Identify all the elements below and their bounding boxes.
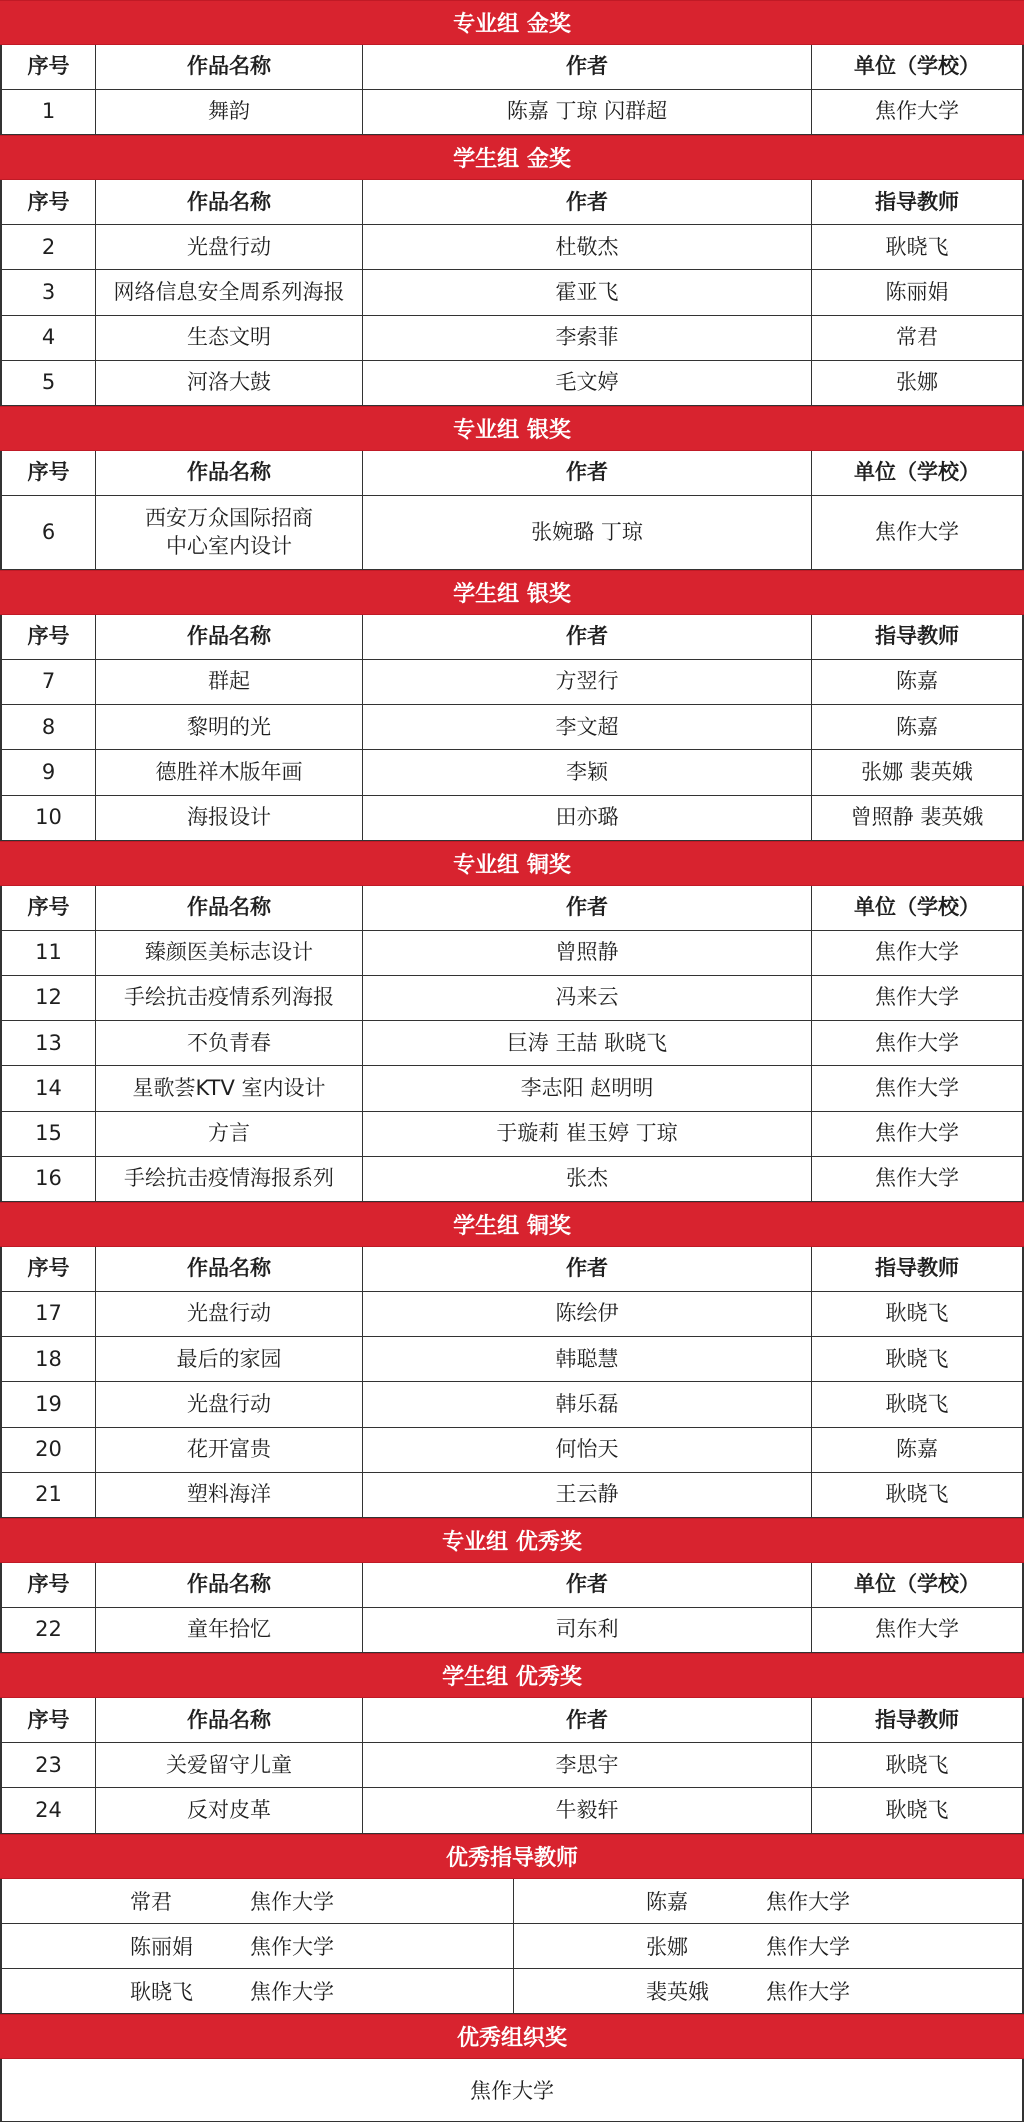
organization-row — [0, 2059, 1024, 2122]
header-index: 序号 — [27, 1572, 70, 1597]
table-row — [0, 361, 1024, 406]
cell-work-name: 手绘抗击疫情系列海报 — [95, 976, 362, 1020]
table-row — [0, 1428, 1024, 1473]
teacher-cell — [2, 1924, 512, 1968]
table-row — [0, 1021, 1024, 1066]
cell-index: 1 — [41, 99, 56, 124]
header-index: 序号 — [27, 895, 70, 920]
cell-unit: 陈嘉 — [811, 660, 1022, 704]
cell-index: 11 — [35, 940, 62, 965]
cell-work-name: 舞韵 — [95, 90, 362, 134]
cell-author: 韩乐磊 — [362, 1382, 811, 1426]
cell-unit: 陈丽娟 — [811, 270, 1022, 314]
table-row — [0, 90, 1024, 135]
header-index: 序号 — [27, 54, 70, 79]
header-unit: 指导教师 — [811, 615, 1022, 659]
cell-author: 冯来云 — [362, 976, 811, 1020]
header-author: 作者 — [362, 451, 811, 495]
teacher-unit: 焦作大学 — [766, 1934, 850, 1959]
cell-author: 陈嘉 丁琼 闪群超 — [362, 90, 811, 134]
section-title: 优秀组织奖 — [0, 2014, 1024, 2059]
table-header-row — [0, 1563, 1024, 1608]
cell-index: 24 — [35, 1797, 62, 1822]
section-title: 优秀指导教师 — [0, 1834, 1024, 1879]
teacher-cell — [2, 1879, 512, 1923]
cell-work-name: 塑料海洋 — [95, 1473, 362, 1517]
header-author: 作者 — [362, 615, 811, 659]
cell-author: 司东利 — [362, 1608, 811, 1652]
cell-work-name: 方言 — [95, 1112, 362, 1156]
section-title: 专业组 金奖 — [0, 0, 1024, 45]
cell-index: 23 — [35, 1752, 62, 1777]
header-unit: 单位（学校） — [811, 451, 1022, 495]
cell-author: 王云静 — [362, 1473, 811, 1517]
section-title: 学生组 银奖 — [0, 570, 1024, 615]
table-row — [0, 225, 1024, 270]
cell-index: 4 — [41, 325, 56, 350]
cell-index: 7 — [41, 669, 56, 694]
cell-work-name: 群起 — [95, 660, 362, 704]
cell-unit: 焦作大学 — [811, 1157, 1022, 1201]
cell-index: 12 — [35, 985, 62, 1010]
teacher-name: 常君 — [130, 1889, 172, 1914]
cell-author: 李索菲 — [362, 316, 811, 360]
header-unit: 指导教师 — [811, 180, 1022, 224]
cell-index: 22 — [35, 1617, 62, 1642]
header-work-name: 作品名称 — [95, 1563, 362, 1607]
cell-unit: 耿晓飞 — [811, 1382, 1022, 1426]
table-row — [0, 1382, 1024, 1427]
header-index: 序号 — [27, 189, 70, 214]
cell-author: 李文超 — [362, 705, 811, 749]
cell-unit: 张娜 裴英娥 — [811, 750, 1022, 794]
header-work-name: 作品名称 — [95, 615, 362, 659]
cell-work-name: 光盘行动 — [95, 225, 362, 269]
cell-unit: 焦作大学 — [811, 1021, 1022, 1065]
table-header-row — [0, 1698, 1024, 1743]
header-work-name: 作品名称 — [95, 180, 362, 224]
cell-unit: 焦作大学 — [811, 1608, 1022, 1652]
table-row — [0, 660, 1024, 705]
cell-author: 韩聪慧 — [362, 1337, 811, 1381]
table-row — [0, 1066, 1024, 1111]
header-work-name: 作品名称 — [95, 1698, 362, 1742]
teacher-unit: 焦作大学 — [250, 1980, 334, 2005]
table-row — [0, 1788, 1024, 1833]
cell-index: 5 — [41, 370, 56, 395]
cell-work-name: 反对皮革 — [95, 1788, 362, 1832]
cell-work-name: 光盘行动 — [95, 1382, 362, 1426]
cell-index: 2 — [41, 234, 56, 259]
cell-index: 13 — [35, 1030, 62, 1055]
cell-unit: 曾照静 裴英娥 — [811, 796, 1022, 840]
cell-work-name: 手绘抗击疫情海报系列 — [95, 1157, 362, 1201]
table-row — [0, 316, 1024, 361]
cell-author: 李志阳 赵明明 — [362, 1066, 811, 1110]
table-row — [0, 931, 1024, 976]
cell-unit: 耿晓飞 — [811, 1743, 1022, 1787]
table-row — [0, 1743, 1024, 1788]
cell-index: 15 — [35, 1121, 62, 1146]
teacher-cell — [513, 1924, 1024, 1968]
cell-unit: 耿晓飞 — [811, 225, 1022, 269]
teacher-row — [0, 1924, 1024, 1969]
cell-author: 陈绘伊 — [362, 1292, 811, 1336]
header-index: 序号 — [27, 1256, 70, 1281]
cell-author: 于璇莉 崔玉婷 丁琼 — [362, 1112, 811, 1156]
header-unit: 单位（学校） — [811, 1563, 1022, 1607]
cell-work-name: 网络信息安全周系列海报 — [95, 270, 362, 314]
header-work-name: 作品名称 — [95, 1247, 362, 1291]
header-author: 作者 — [362, 1698, 811, 1742]
table-header-row — [0, 1247, 1024, 1292]
header-unit: 单位（学校） — [811, 886, 1022, 930]
header-author: 作者 — [362, 1563, 811, 1607]
table-row — [0, 1337, 1024, 1382]
teacher-name: 张娜 — [646, 1934, 688, 1959]
table-row — [0, 796, 1024, 841]
table-row — [0, 976, 1024, 1021]
table-row — [0, 1608, 1024, 1653]
table-row — [0, 1473, 1024, 1518]
header-unit: 指导教师 — [811, 1247, 1022, 1291]
table-row — [0, 496, 1024, 570]
cell-author: 张杰 — [362, 1157, 811, 1201]
header-author: 作者 — [362, 180, 811, 224]
cell-work-name: 西安万众国际招商 中心室内设计 — [95, 496, 362, 569]
cell-author: 霍亚飞 — [362, 270, 811, 314]
cell-work-name: 光盘行动 — [95, 1292, 362, 1336]
teacher-unit: 焦作大学 — [250, 1889, 334, 1914]
table-row — [0, 1157, 1024, 1202]
cell-work-name: 关爱留守儿童 — [95, 1743, 362, 1787]
header-author: 作者 — [362, 1247, 811, 1291]
cell-author: 杜敬杰 — [362, 225, 811, 269]
cell-index: 14 — [35, 1075, 62, 1100]
teacher-cell — [513, 1879, 1024, 1923]
cell-index: 19 — [35, 1391, 62, 1416]
table-row — [0, 270, 1024, 315]
header-index: 序号 — [27, 624, 70, 649]
cell-unit: 焦作大学 — [811, 1066, 1022, 1110]
cell-author: 巨涛 王喆 耿晓飞 — [362, 1021, 811, 1065]
table-header-row — [0, 451, 1024, 496]
table-header-row — [0, 615, 1024, 660]
table-header-row — [0, 886, 1024, 931]
cell-work-name: 海报设计 — [95, 796, 362, 840]
table-row — [0, 750, 1024, 795]
header-index: 序号 — [27, 460, 70, 485]
cell-author: 李思宇 — [362, 1743, 811, 1787]
cell-author: 张婉璐 丁琼 — [362, 496, 811, 569]
teacher-unit: 焦作大学 — [766, 1980, 850, 2005]
cell-author: 李颖 — [362, 750, 811, 794]
header-work-name: 作品名称 — [95, 451, 362, 495]
cell-unit: 耿晓飞 — [811, 1292, 1022, 1336]
header-unit: 指导教师 — [811, 1698, 1022, 1742]
cell-unit: 焦作大学 — [811, 90, 1022, 134]
teacher-name: 裴英娥 — [646, 1980, 709, 2005]
table-row — [0, 1112, 1024, 1157]
teacher-name: 陈嘉 — [646, 1889, 688, 1914]
cell-unit: 焦作大学 — [811, 931, 1022, 975]
cell-index: 10 — [35, 805, 62, 830]
cell-author: 何怡天 — [362, 1428, 811, 1472]
section-title: 专业组 银奖 — [0, 406, 1024, 451]
cell-work-name: 黎明的光 — [95, 705, 362, 749]
header-work-name: 作品名称 — [95, 886, 362, 930]
cell-work-name: 星歌荟KTV 室内设计 — [95, 1066, 362, 1110]
cell-index: 18 — [35, 1346, 62, 1371]
teacher-row — [0, 1969, 1024, 2014]
cell-unit: 陈嘉 — [811, 705, 1022, 749]
header-index: 序号 — [27, 1707, 70, 1732]
cell-work-name: 花开富贵 — [95, 1428, 362, 1472]
cell-work-name: 臻颜医美标志设计 — [95, 931, 362, 975]
cell-index: 9 — [41, 759, 56, 784]
cell-unit: 焦作大学 — [811, 1112, 1022, 1156]
cell-unit: 陈嘉 — [811, 1428, 1022, 1472]
cell-work-name: 童年拾忆 — [95, 1608, 362, 1652]
section-title: 专业组 优秀奖 — [0, 1518, 1024, 1563]
teacher-row — [0, 1879, 1024, 1924]
cell-work-name: 德胜祥木版年画 — [95, 750, 362, 794]
teacher-unit: 焦作大学 — [250, 1934, 334, 1959]
cell-index: 8 — [41, 714, 56, 739]
cell-unit: 焦作大学 — [811, 976, 1022, 1020]
cell-unit: 焦作大学 — [811, 496, 1022, 569]
section-title: 学生组 铜奖 — [0, 1202, 1024, 1247]
cell-author: 牛毅轩 — [362, 1788, 811, 1832]
table-header-row — [0, 180, 1024, 225]
teacher-name: 陈丽娟 — [130, 1934, 193, 1959]
cell-unit: 常君 — [811, 316, 1022, 360]
cell-index: 21 — [35, 1482, 62, 1507]
cell-unit: 张娜 — [811, 361, 1022, 405]
teacher-cell — [2, 1969, 512, 2013]
table-row — [0, 705, 1024, 750]
cell-index: 6 — [41, 519, 56, 544]
cell-work-name: 最后的家园 — [95, 1337, 362, 1381]
cell-index: 20 — [35, 1437, 62, 1462]
cell-unit: 耿晓飞 — [811, 1788, 1022, 1832]
cell-index: 16 — [35, 1166, 62, 1191]
cell-index: 3 — [41, 279, 56, 304]
section-title: 学生组 金奖 — [0, 135, 1024, 180]
table-row — [0, 1292, 1024, 1337]
section-title: 学生组 优秀奖 — [0, 1653, 1024, 1698]
cell-work-name: 生态文明 — [95, 316, 362, 360]
cell-author: 田亦璐 — [362, 796, 811, 840]
cell-work-name: 河洛大鼓 — [95, 361, 362, 405]
cell-work-name: 不负青春 — [95, 1021, 362, 1065]
cell-unit: 耿晓飞 — [811, 1473, 1022, 1517]
teacher-cell — [513, 1969, 1024, 2013]
cell-unit: 耿晓飞 — [811, 1337, 1022, 1381]
table-header-row — [0, 45, 1024, 90]
header-work-name: 作品名称 — [95, 45, 362, 89]
cell-index: 17 — [35, 1301, 62, 1326]
header-author: 作者 — [362, 45, 811, 89]
cell-author: 方翌行 — [362, 660, 811, 704]
teacher-unit: 焦作大学 — [766, 1889, 850, 1914]
organization-value: 焦作大学 — [470, 2079, 554, 2104]
section-title: 专业组 铜奖 — [0, 841, 1024, 886]
header-author: 作者 — [362, 886, 811, 930]
header-unit: 单位（学校） — [811, 45, 1022, 89]
cell-author: 毛文婷 — [362, 361, 811, 405]
teacher-name: 耿晓飞 — [130, 1980, 193, 2005]
cell-author: 曾照静 — [362, 931, 811, 975]
